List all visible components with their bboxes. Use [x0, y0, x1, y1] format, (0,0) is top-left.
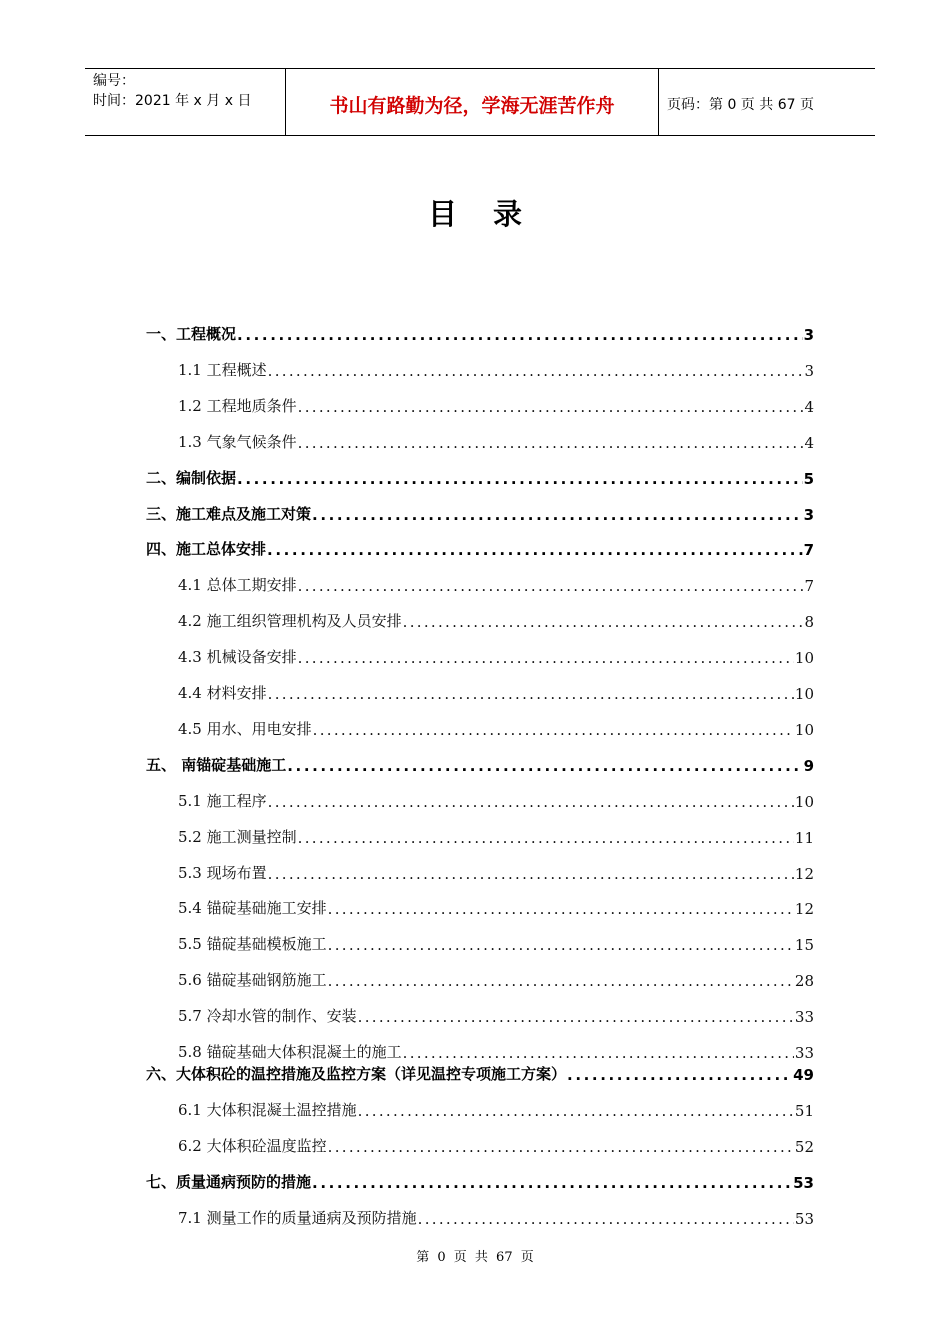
toc-entry[interactable] — [178, 428, 814, 452]
toc-entry-page-number: 52 — [794, 1137, 814, 1156]
toc-entry-page-number: 12 — [794, 864, 814, 883]
toc-entry[interactable] — [146, 500, 814, 524]
toc-entry-page-number: 10 — [794, 720, 814, 739]
toc-entry-page-number: 4 — [804, 433, 814, 452]
toc-entry-label: 六、大体积砼的温控措施及监控方案（详见温控专项施工方案） — [146, 1064, 567, 1083]
toc-entry-page-number: 15 — [794, 936, 814, 955]
toc-entry-label: 6.2 大体积砼温度监控 — [178, 1136, 327, 1155]
toc-entry-label: 二、编制依据 — [146, 468, 237, 487]
toc-entry-label: 5.1 施工程序 — [178, 791, 267, 810]
toc-leader-dots — [328, 972, 794, 990]
toc-entry-label: 1.3 气象气候条件 — [178, 432, 297, 451]
toc-entry[interactable] — [146, 1168, 814, 1192]
toc-entry[interactable] — [178, 392, 814, 416]
toc-entry-page-number: 10 — [794, 685, 814, 703]
toc-entry-label: 三、施工难点及施工对策 — [146, 504, 312, 523]
toc-entry[interactable] — [178, 930, 814, 954]
toc-entry-page-number: 53 — [793, 1173, 814, 1192]
toc-leader-dots — [418, 1210, 794, 1228]
toc-entry-page-number: 10 — [794, 792, 814, 811]
toc-entry[interactable] — [178, 679, 814, 703]
toc-entry[interactable] — [178, 1132, 814, 1156]
toc-entry[interactable] — [146, 320, 814, 344]
page-header — [85, 68, 875, 136]
toc-entry-page-number: 5 — [803, 469, 814, 488]
toc-entry[interactable] — [146, 751, 814, 775]
toc-entry-page-number: 53 — [794, 1209, 814, 1228]
toc-leader-dots — [328, 936, 794, 954]
toc-entry-label: 4.3 机械设备安排 — [178, 648, 297, 667]
toc-entry-label: 5.5 锚碇基础模板施工 — [178, 935, 327, 954]
toc-entry[interactable] — [146, 535, 814, 559]
header-page-info: 页码：第 0 页 共 67 页 — [667, 97, 814, 113]
toc-entry[interactable] — [178, 859, 814, 883]
toc-leader-dots — [287, 757, 802, 775]
toc-leader-dots — [358, 1008, 794, 1026]
toc-entry[interactable] — [178, 894, 814, 918]
toc-entry-page-number: 10 — [794, 649, 814, 668]
toc-leader-dots — [312, 1174, 792, 1192]
toc-leader-dots — [298, 829, 794, 847]
document-number-label: 编号： — [93, 73, 135, 89]
toc-entry[interactable] — [178, 571, 814, 595]
toc-entry[interactable] — [178, 1204, 814, 1228]
toc-leader-dots — [567, 1066, 792, 1084]
toc-entry-page-number: 11 — [794, 828, 814, 847]
toc-entry-label: 5.4 锚碇基础施工安排 — [178, 899, 327, 918]
toc-leader-dots — [237, 470, 803, 488]
toc-entry[interactable] — [146, 1060, 814, 1084]
toc-entry[interactable] — [178, 1096, 814, 1120]
toc-entry[interactable] — [178, 643, 814, 667]
toc-entry-label: 6.1 大体积混凝土温控措施 — [178, 1100, 357, 1119]
toc-entry-label: 五、 南锚碇基础施工 — [146, 755, 287, 774]
page-footer: 第 0 页 共 67 页 — [416, 1250, 534, 1265]
toc-entry-label: 4.4 材料安排 — [178, 684, 267, 702]
toc-entry-label: 7.1 测量工作的质量通病及预防措施 — [178, 1208, 417, 1227]
toc-entry[interactable] — [178, 715, 814, 739]
toc-entry-page-number: 3 — [803, 326, 814, 344]
toc-entry-page-number: 49 — [793, 1065, 814, 1084]
toc-entry[interactable] — [178, 787, 814, 811]
toc-leader-dots — [298, 649, 794, 667]
toc-entry-page-number: 33 — [794, 1044, 814, 1062]
toc-entry[interactable] — [178, 1038, 814, 1062]
toc-leader-dots — [268, 685, 794, 703]
toc-entry-page-number: 51 — [794, 1101, 814, 1120]
header-meta — [85, 69, 286, 135]
toc-entry[interactable] — [178, 356, 814, 380]
toc-leader-dots — [268, 793, 794, 811]
page-title: 目录 — [427, 197, 558, 231]
toc-entry[interactable] — [146, 464, 814, 488]
toc-entry[interactable] — [178, 1002, 814, 1026]
toc-entry-label: 4.1 总体工期安排 — [178, 576, 297, 595]
toc-entry-label: 5.2 施工测量控制 — [178, 827, 297, 846]
toc-entry-label: 一、工程概况 — [146, 325, 237, 343]
toc-entry-page-number: 7 — [804, 577, 814, 596]
document-time: 时间：2021 年 x 月 x 日 — [93, 93, 252, 109]
toc-leader-dots — [403, 613, 804, 631]
toc-entry-page-number: 8 — [804, 613, 814, 632]
toc-entry-page-number: 12 — [794, 900, 814, 919]
toc-entry-page-number: 4 — [804, 397, 814, 416]
toc-entry-page-number: 3 — [804, 361, 814, 380]
toc-entry-page-number: 3 — [803, 505, 814, 524]
toc-leader-dots — [312, 506, 803, 524]
toc-leader-dots — [267, 541, 803, 559]
toc-entry[interactable] — [178, 823, 814, 847]
toc-entry-page-number: 9 — [803, 756, 814, 775]
toc-entry-label: 1.1 工程概述 — [178, 360, 267, 379]
toc-leader-dots — [298, 577, 804, 595]
toc-leader-dots — [358, 1102, 794, 1120]
toc-entry-label: 4.2 施工组织管理机构及人员安排 — [178, 612, 402, 631]
toc-leader-dots — [298, 398, 804, 416]
toc-entry-label: 四、施工总体安排 — [146, 540, 267, 559]
toc-entry-label: 5.7 冷却水管的制作、安装 — [178, 1007, 357, 1026]
header-motto: 书山有路勤为径，学海无涯苦作舟 — [286, 69, 659, 135]
toc-entry-label: 5.6 锚碇基础钢筋施工 — [178, 971, 327, 990]
toc-entry-page-number: 33 — [794, 1008, 814, 1027]
toc-leader-dots — [313, 721, 794, 739]
toc-leader-dots — [328, 1138, 794, 1156]
toc-leader-dots — [328, 900, 794, 918]
toc-leader-dots — [268, 865, 794, 883]
toc-entry-label: 5.3 现场布置 — [178, 863, 267, 882]
toc-leader-dots — [268, 362, 804, 380]
toc-entry[interactable] — [178, 607, 814, 631]
toc-entry-label: 1.2 工程地质条件 — [178, 396, 297, 415]
toc-entry-label: 4.5 用水、用电安排 — [178, 719, 312, 738]
toc-entry-page-number: 28 — [794, 972, 814, 991]
toc-entry-label: 5.8 锚碇基础大体积混凝土的施工 — [178, 1043, 402, 1061]
toc-leader-dots — [298, 434, 804, 452]
toc-leader-dots — [237, 326, 803, 344]
toc-entry[interactable] — [178, 966, 814, 990]
toc-entry-label: 七、质量通病预防的措施 — [146, 1172, 312, 1191]
toc-entry-page-number: 7 — [803, 541, 814, 560]
